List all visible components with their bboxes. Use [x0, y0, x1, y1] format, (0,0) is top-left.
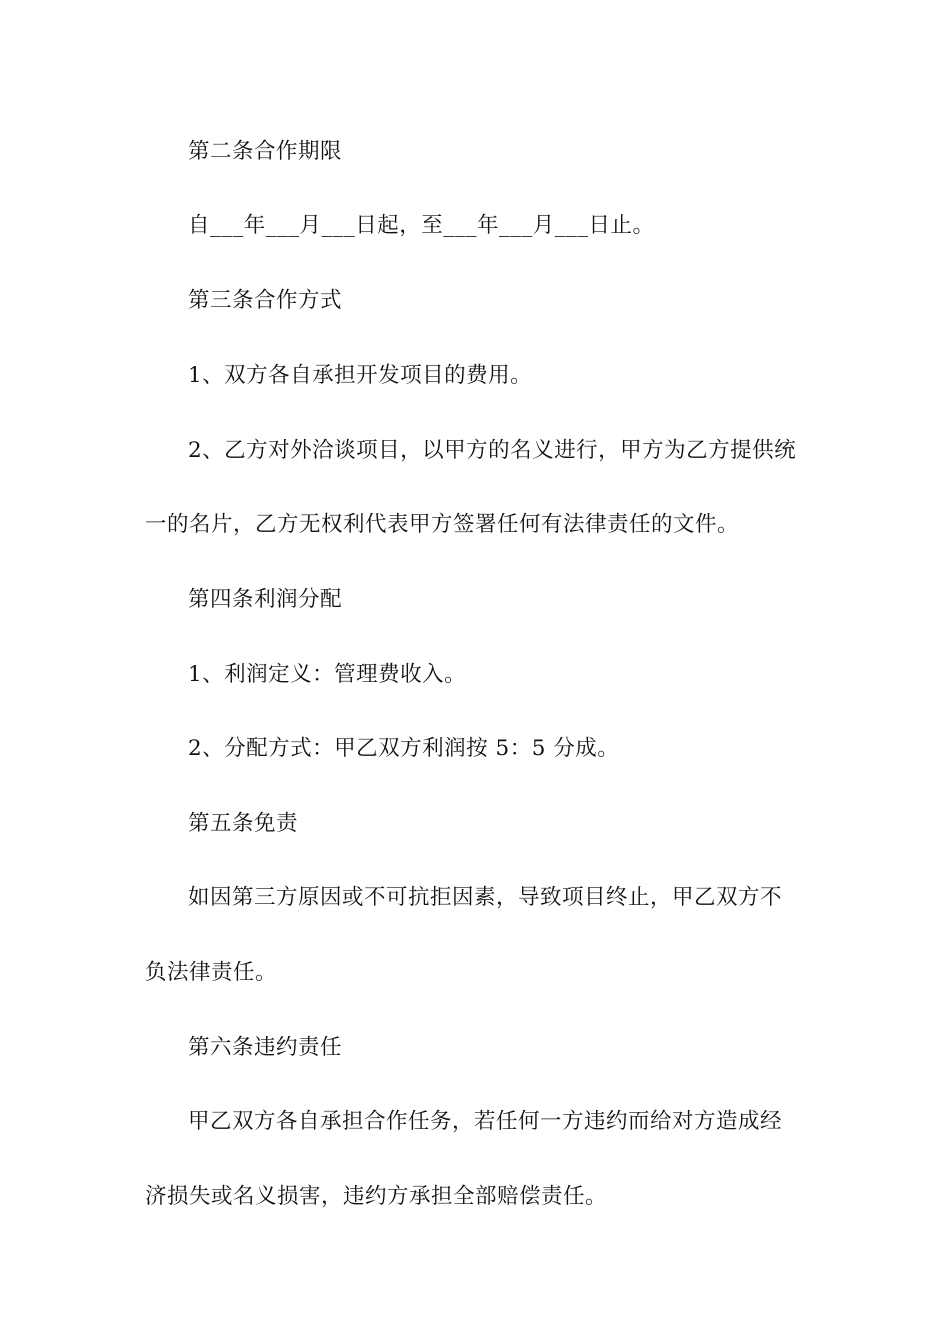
section-heading-profit: 第四条利润分配	[188, 587, 343, 612]
section-heading-breach: 第六条违约责任	[188, 1035, 343, 1060]
term-dates-text: 自___年___月___日起，至___年___月___日止。	[188, 213, 655, 238]
method-item-2-line-1: 2、乙方对外洽谈项目，以甲方的名义进行，甲方为乙方提供统	[188, 438, 797, 463]
profit-item-1: 1、利润定义：管理费收入。	[188, 662, 467, 687]
breach-text-line-1: 甲乙双方各自承担合作任务，若任何一方违约而给对方造成经	[188, 1109, 783, 1134]
method-item-2-line-2: 一的名片，乙方无权利代表甲方签署任何有法律责任的文件。	[145, 512, 740, 537]
method-item-1: 1、双方各自承担开发项目的费用。	[188, 363, 533, 388]
section-heading-method: 第三条合作方式	[188, 288, 343, 313]
exemption-text-line-1: 如因第三方原因或不可抗拒因素，导致项目终止，甲乙双方不	[188, 885, 783, 910]
breach-text-line-2: 济损失或名义损害，违约方承担全部赔偿责任。	[145, 1184, 608, 1209]
profit-item-2: 2、分配方式：甲乙双方利润按 5：5 分成。	[188, 736, 620, 761]
section-heading-term: 第二条合作期限	[188, 139, 343, 164]
section-heading-exemption: 第五条免责	[188, 811, 299, 836]
exemption-text-line-2: 负法律责任。	[145, 960, 278, 985]
